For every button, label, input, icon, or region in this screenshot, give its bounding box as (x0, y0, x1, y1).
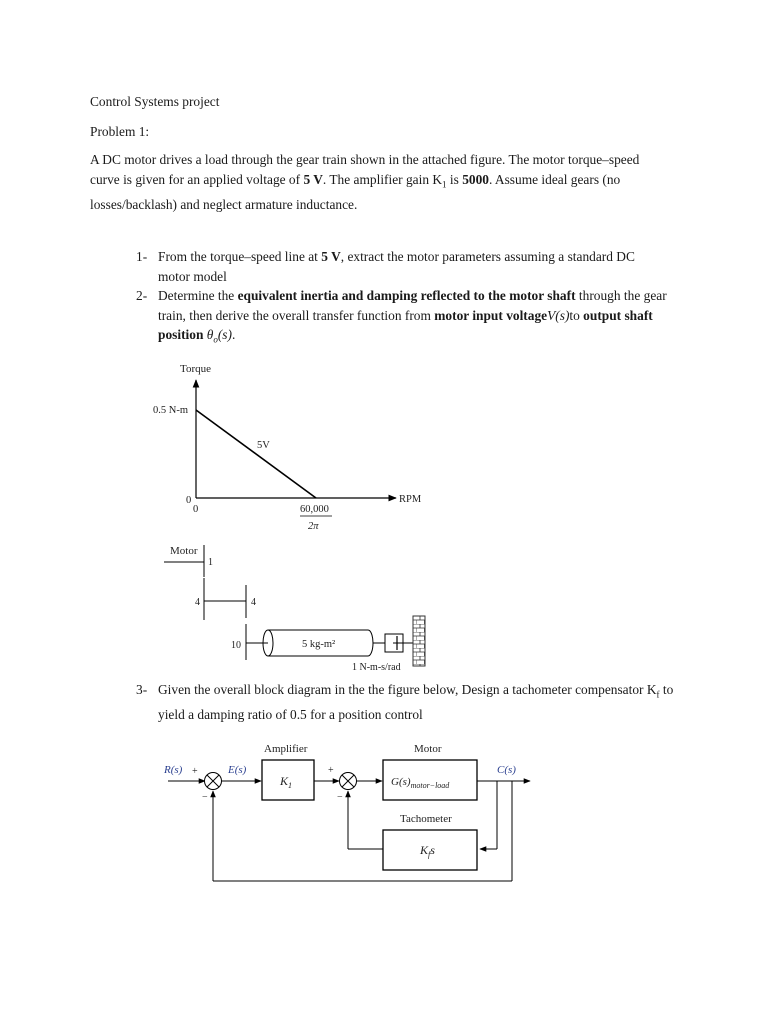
input-label: R(s) (164, 764, 183, 776)
list-item-3: Given the overall block diagram in the the figure below, Design a tachometer compensator $K_f$ to yield a damping ratio of 0.5 for a position control (158, 682, 674, 723)
gear-train-figure (164, 545, 425, 673)
sum2-minus: − (337, 792, 343, 803)
motor-transfer-function: $G(s)_{motor-load}$ (391, 776, 450, 790)
amplifier-gain: $K_1$ (280, 774, 293, 790)
damping-label: 1 N-m-s/rad (352, 662, 401, 673)
gear-n1-label: 1 (208, 557, 213, 568)
sum2-plus: + (328, 765, 334, 776)
origin-x-label: 0 (193, 504, 199, 515)
list-item-2: Determine the equivalent inertia and damping reflected to the motor shaft through the gear train, then derive the overall transfer function from motor input voltageV(s)to output shaft position $\theta_o(s)$. (158, 288, 667, 345)
list-number-3: 3- (136, 682, 148, 697)
problem-heading: Problem 1: (90, 124, 150, 139)
sum1-minus: − (202, 792, 208, 803)
torque-axis-label: Torque (180, 363, 211, 375)
block-diagram (163, 743, 530, 881)
list-item-1: From the torque–speed line at 5 V, extract the motor parameters assuming a standard DC motor model (158, 249, 635, 284)
tachometer-gain: $K_fs$ (420, 843, 435, 859)
line-label: 5V (257, 440, 270, 451)
torque-speed-chart (153, 363, 422, 532)
fixed-wall (413, 616, 425, 666)
gear-n2a-label: 4 (195, 597, 200, 608)
rpm-axis-label: RPM (399, 494, 422, 505)
error-label: E(s) (228, 764, 247, 776)
doc-title: Control Systems project (90, 94, 220, 109)
rpm-tick-denominator: 2π (308, 521, 319, 532)
gear-n2b-label: 4 (251, 597, 256, 608)
torque-speed-line (196, 410, 316, 498)
sum1-plus: + (192, 766, 198, 777)
list-number-2: 2- (136, 288, 148, 303)
tachometer-title: Tachometer (400, 813, 452, 825)
rpm-tick-numerator: 60,000 (300, 504, 329, 515)
origin-y-label: 0 (186, 495, 192, 506)
intro-paragraph: A DC motor drives a load through the gear train shown in the attached figure. The motor torque–speed curve is given for an applied voltage of 5 V. The amplifier gain $K_1$ is 5000. Assume ideal gears (no losses/backlash) and neglect armature inductance. (90, 152, 640, 212)
torque-tick-label: 0.5 N-m (153, 405, 188, 416)
motor-title: Motor (414, 743, 442, 755)
motor-label: Motor (170, 545, 198, 557)
gear-n3-label: 10 (231, 640, 241, 651)
list-number-1: 1- (136, 249, 148, 264)
output-label: C(s) (497, 764, 516, 776)
amplifier-title: Amplifier (264, 743, 308, 755)
inertia-label: 5 kg-m² (302, 639, 336, 650)
